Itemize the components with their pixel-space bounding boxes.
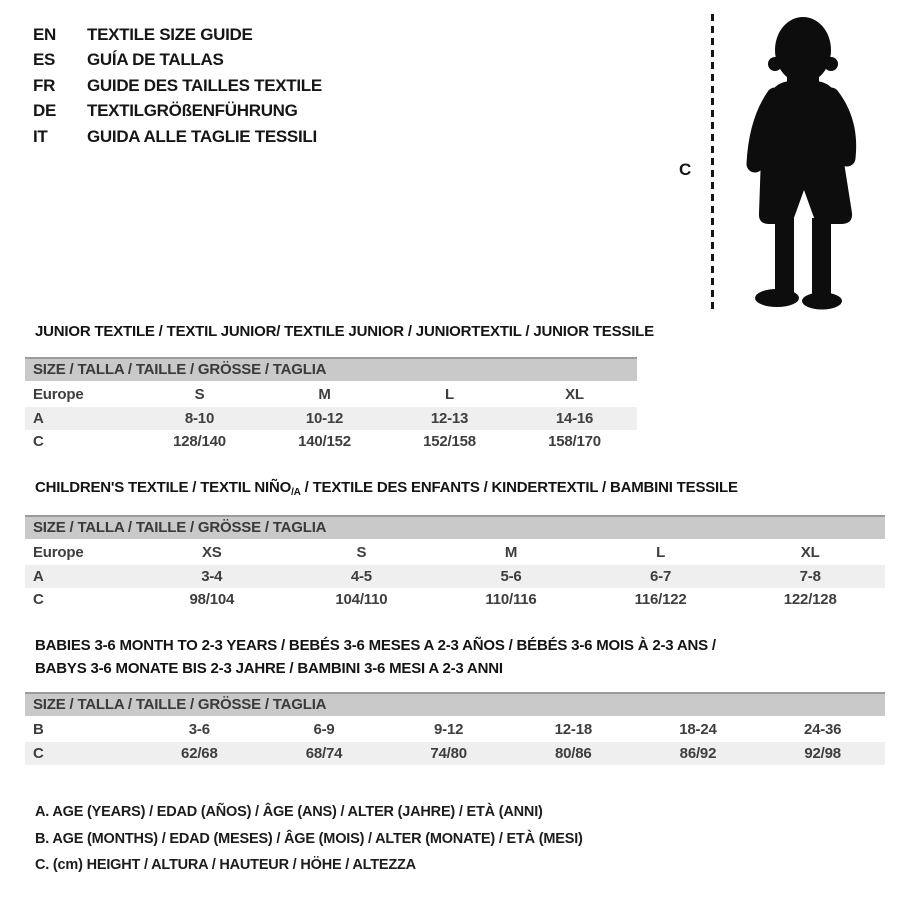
age-cell: 8-10 [184,409,215,427]
age-cell: 5-6 [500,567,522,585]
legend-age-months: B. AGE (MONTHS) / EDAD (MESES) / ÂGE (MOIS) / ALTER (MONATE) / ETÀ (MESI) [35,830,583,847]
guide-title: GUÍA DE TALLAS [87,50,224,70]
measure-legend [35,799,583,879]
age-cell: 3-4 [201,567,223,585]
height-cell: 152/158 [423,433,476,451]
table-row [25,407,637,431]
language-code: IT [33,126,48,146]
height-measure-label: C [679,160,692,179]
age-cell: 9-12 [434,721,464,739]
list-item [33,99,322,125]
guide-title: GUIDA ALLE TAGLIE TESSILI [87,126,317,146]
row-label: Europe [33,386,84,404]
junior-size-table [25,383,637,454]
table-row [25,588,885,612]
row-label: C [33,433,44,451]
size-cell: XL [565,386,584,404]
height-cell: 104/110 [335,591,388,609]
language-code: DE [33,101,57,121]
table-row [25,383,637,407]
height-cell: 74/80 [430,744,467,762]
section-title: CHILDREN'S TEXTILE / TEXTIL $NIÑO_{/A}$ / TEXTILE DES ENFANTS / KINDERTEXTIL / BAMBINI TESSILE [35,479,738,498]
guide-title: GUIDE DES TAILLES TEXTILE [87,75,322,95]
age-cell: 6-7 [650,567,672,585]
section-title-line1: BABIES 3-6 MONTH TO 2-3 YEARS / BEBÉS 3-6 MESES A 2-3 AÑOS / BÉBÉS 3-6 MOIS À 2-3 ANS / [35,637,716,654]
height-figure [675,8,887,320]
height-cell: 86/92 [679,744,717,762]
list-item [33,124,322,150]
age-cell: 4-5 [350,567,372,585]
babies-size-table [25,718,885,765]
size-cell: M [504,544,518,562]
list-item [33,22,322,48]
section-childrens-textile [25,479,885,612]
table-header-size: SIZE / TALLA / TAILLE / GRÖSSE / TAGLIA [25,357,637,381]
size-cell: XL [800,544,820,562]
height-cell: 128/140 [173,433,226,451]
height-measure-line [711,14,714,314]
age-cell: 24-36 [803,721,842,739]
language-code: EN [33,24,57,44]
height-cell: 140/152 [298,433,351,451]
section-title: JUNIOR TEXTILE / TEXTIL JUNIOR/ TEXTILE JUNIOR / JUNIORTEXTIL / JUNIOR TESSILE [35,323,654,340]
age-cell: 7-8 [799,567,821,585]
size-cell: L [445,386,454,404]
table-header-size: SIZE / TALLA / TAILLE / GRÖSSE / TAGLIA [25,692,885,716]
table-row [25,742,885,766]
row-label: Europe [33,544,84,562]
table-row [25,565,885,589]
row-label: C [33,591,44,609]
language-code: ES [33,50,56,70]
height-cell: 110/116 [485,591,537,609]
list-item [33,73,322,99]
table-row [25,430,637,454]
row-label: A [33,567,44,585]
guide-title: TEXTILE SIZE GUIDE [87,24,253,44]
size-cell: S [194,386,205,404]
height-cell: 68/74 [305,744,343,762]
children-size-table [25,541,885,612]
height-cell: 98/104 [189,591,235,609]
height-cell: 92/98 [804,744,841,762]
age-cell: 18-24 [679,721,717,739]
age-cell: 14-16 [555,409,594,427]
age-cell: 10-12 [305,409,344,427]
language-title-list [33,22,322,150]
toddler-silhouette-icon [731,10,871,315]
row-label: C [33,744,44,762]
section-babies-textile [25,634,885,765]
table-row [25,541,885,565]
list-item [33,48,322,74]
size-cell: XS [201,544,222,562]
section-title-line2: BABYS 3-6 MONATE BIS 2-3 JAHRE / BAMBINI 3-6 MESI A 2-3 ANNI [35,660,503,677]
size-cell: S [356,544,367,562]
age-cell: 12-18 [554,721,592,739]
age-cell: 12-13 [430,409,469,427]
legend-age-years: A. AGE (YEARS) / EDAD (AÑOS) / ÂGE (ANS) / ALTER (JAHRE) / ETÀ (ANNI) [35,804,543,820]
height-cell: 80/86 [555,744,592,762]
section-junior-textile [25,323,654,454]
legend-height-cm: C. (cm) HEIGHT / ALTURA / HAUTEUR / HÖHE / ALTEZZA [35,857,416,873]
table-header-size: SIZE / TALLA / TAILLE / GRÖSSE / TAGLIA [25,515,885,539]
age-cell: 3-6 [188,721,210,739]
row-label: B [33,721,44,739]
language-code: FR [33,75,56,95]
height-cell: 158/170 [548,433,601,451]
height-cell: 116/122 [634,591,687,609]
guide-title: TEXTILGRÖßENFÜHRUNG [87,101,298,121]
age-cell: 6-9 [313,721,335,739]
table-row [25,718,885,742]
size-cell: L [656,544,666,562]
height-cell: 62/68 [181,744,218,762]
size-cell: M [318,386,331,404]
row-label: A [33,409,44,427]
height-cell: 122/128 [783,591,837,609]
